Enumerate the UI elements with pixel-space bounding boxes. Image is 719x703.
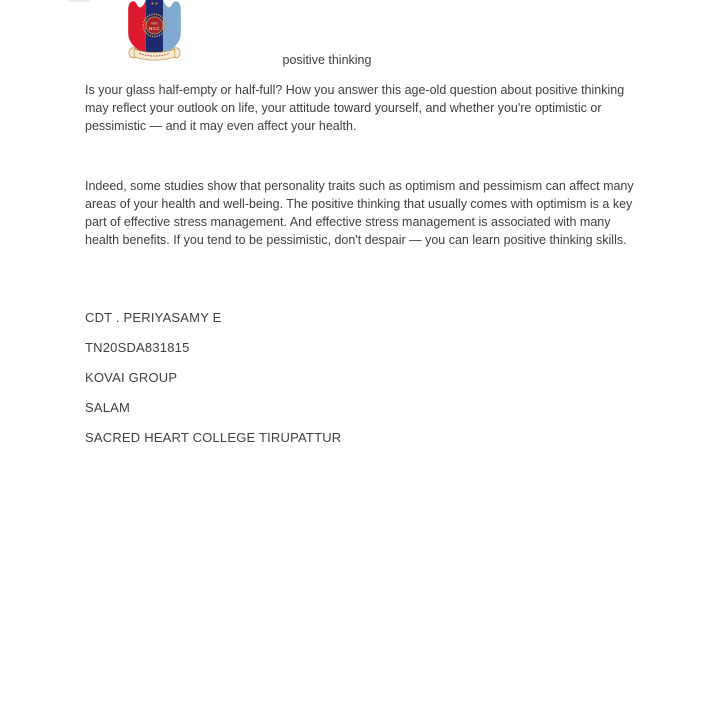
cadet-group: KOVAI GROUP [85, 370, 178, 385]
paragraph-intro: Is your glass half-empty or half-full? How you answer this age-old question about positive thinking may reflect your outlook on life, your attitude toward yourself, and whether you're optimistic or pessimistic — and it may even affect your health. [85, 83, 625, 133]
page-top-artifact [68, 0, 91, 2]
cadet-name: CDT . PERIYASAMY E [85, 310, 222, 325]
signature-block [85, 309, 341, 459]
crest-ornament-dot [156, 3, 158, 5]
paragraph-body: Indeed, some studies show that personality traits such as optimism and pessimism can affect many areas of your health and well-being. The positive thinking that usually comes with optimism is a key part of effective stress management. And effective stress management is associated with many health benefits. If you tend to be pessimistic, don't despair — you can learn positive thinking skills. [85, 179, 634, 247]
cadet-college: SACRED HEART COLLEGE TIRUPATTUR [85, 430, 342, 445]
medallion-hindi-label: एकता [151, 21, 158, 26]
document-title: positive thinking [282, 53, 372, 67]
crest-ornament-dot [151, 3, 153, 5]
medallion-ncc-label: NCC [148, 25, 161, 31]
cadet-regimental-number: TN20SDA831815 [85, 340, 190, 355]
cadet-unit: SALAM [85, 400, 131, 415]
